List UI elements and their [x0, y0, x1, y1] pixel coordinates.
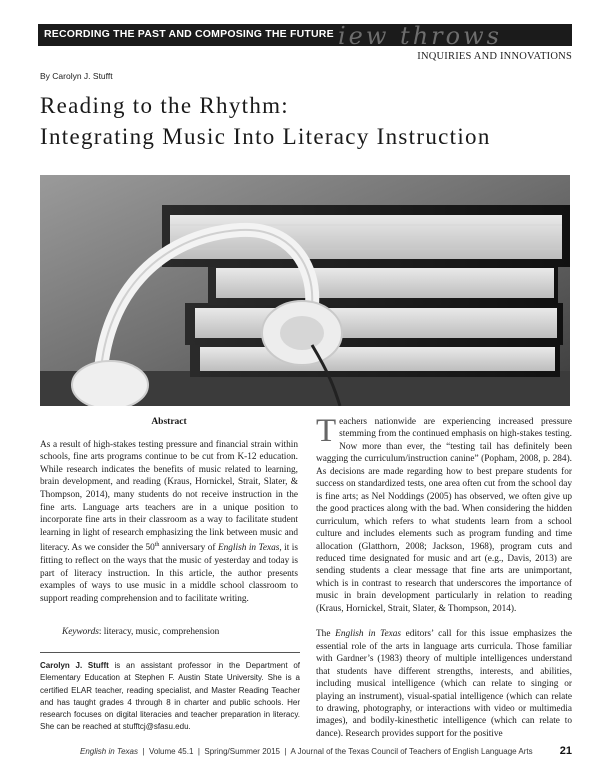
- bio-divider: [40, 652, 300, 653]
- footer-separator-2: |: [193, 747, 205, 756]
- header-banner: [38, 24, 572, 46]
- footer-separator-1: |: [137, 747, 149, 756]
- footer-volume: Volume 45.1: [148, 747, 194, 756]
- section-label: INQUIRIES AND INNOVATIONS: [417, 51, 572, 62]
- banner-title: RECORDING THE PAST AND COMPOSING THE FUTURE: [44, 28, 334, 40]
- abstract-text-part-3: , it is fitting to reflect on the ways that the music of yesterday and today is part of literacy instruction. In this article, the author presents examples of ways to use music in a middle school classroom to support reading comprehension and to facilitate writing.: [40, 543, 299, 604]
- abstract-heading: Abstract: [151, 417, 187, 427]
- page-footer: [80, 747, 572, 756]
- body-p2-journal-name: English in Texas: [335, 629, 401, 640]
- keywords: [62, 627, 219, 637]
- title-line-2: Integrating Music Into Literacy Instruction: [40, 124, 491, 149]
- keywords-label: Keywords: [62, 627, 99, 637]
- article-title: [40, 90, 491, 152]
- title-line-1: Reading to the Rhythm:: [40, 93, 289, 118]
- body-paragraph-1: [316, 413, 572, 615]
- author-bio: [40, 660, 300, 734]
- abstract: [40, 416, 298, 605]
- byline: By Carolyn J. Stufft: [40, 71, 113, 81]
- abstract-journal-name: English in Texas: [217, 543, 280, 554]
- footer-season: Spring/Summer 2015: [204, 747, 280, 756]
- keywords-text: : literacy, music, comprehension: [98, 627, 220, 637]
- abstract-text-part-2: anniversary of: [159, 543, 218, 554]
- bio-text: is an assistant professor in the Department of Elementary Education at Stephen F. Austin State University. She is a certified ELAR teacher, reading specialist, and Master Reading Teacher and has taught grades 4 through 8 in charter and public schools. Her research focuses on digital literacies and teacher preparation in literacy. She can be reached at stufftcj@sfasu.edu.: [40, 661, 301, 732]
- footer-journal: English in Texas: [80, 747, 138, 756]
- article-body: [316, 413, 573, 740]
- body-p2-lead: The: [316, 629, 336, 640]
- body-paragraph-1-text: eachers nationwide are experiencing increased pressure stemming from the continued emphasis on high-stakes testing. Now more than ever, the “testing tail has definitely been wagging the curriculum/instruction canine” (Popham, 2008, p. 284). As decisions are made regarding how to best prepare students for success on standardized tests, one area often cut from the school day is fine arts; as Nel Noddings (2005) has observed, we often give up the good practices along with the bad. When considering the hidden curriculum, which refers to what students learn from a school culture and includes elements such as program funding and time allocation (Glatthorn, 2008; Jackson, 1968), program cuts and reduced time designated for music and art (e.g., Davis, 2013) are sending students a clear message that fine arts are unimportant, which is in contrast to research that underscores the importance of music in brain development particularly in relation to reading (Kraus, Hornickel, Strait, Slater, & Thompson, 2014).: [316, 417, 572, 614]
- abstract-text-part-1: As a result of high-stakes testing pressure and financial strain within schools, fine arts programs continue to be cut from K-12 education. While research indicates the benefits of music related to learning, brain development, and reading (Kraus, Hornickel, Strait, Slater, & Thompson, 2014), many students do not receive instruction in the fine arts. Language arts teachers are in a unique position to incorporate fine arts in their classroom as a way to facilitate student learning in light of research emphasizing the link between music and literacy. As we consider the 50: [40, 439, 298, 554]
- banner-decoration: iew throws: [338, 24, 502, 46]
- footer-publisher: A Journal of the Texas Council of Teachers of English Language Arts: [290, 747, 533, 756]
- footer-separator-3: |: [279, 747, 291, 756]
- abstract-text: [40, 439, 298, 606]
- drop-cap: T: [316, 413, 337, 449]
- headphones-books-photo: [40, 175, 570, 406]
- bio-author-name: Carolyn J. Stufft: [40, 661, 109, 670]
- body-p2-text: editors’ call for this issue emphasizes the essential role of the arts in language arts curricula. Those familiar with Gardner’s (1983) theory of multiple intelligences understand that students have different strengths, interests, and abilities, including musical intelligence (which can relate to singing or playing an instrument), visual-spatial intelligence (which can relate to drawing, photography, or interactions with video or multimedia images), and bodily-kinesthetic intelligence (which can relate to dance). Research provides support for the positive: [316, 629, 573, 739]
- ordinal-suffix: th: [154, 542, 160, 549]
- body-paragraph-2: [316, 628, 572, 740]
- page-number: 21: [559, 745, 572, 757]
